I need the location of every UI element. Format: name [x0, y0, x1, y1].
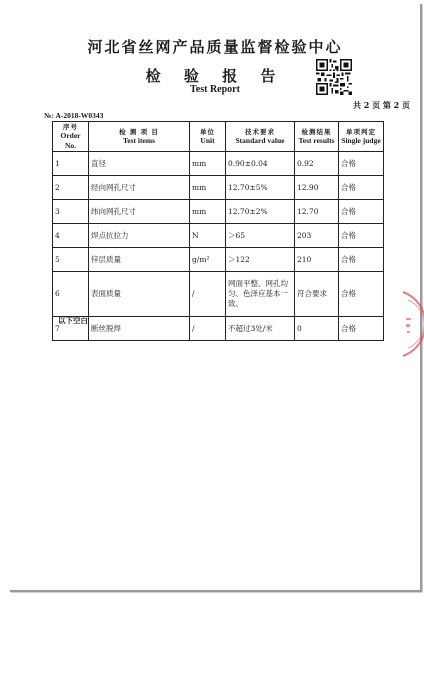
column-header: 单位 Unit [190, 122, 226, 152]
report-title-en: Test Report [190, 84, 240, 95]
judge-cell: 合格 [339, 271, 384, 316]
standard-value-cell: 0.90±0.04 [226, 151, 295, 175]
order-no-cell: 4 [53, 223, 89, 247]
judge-cell: 合格 [339, 316, 384, 340]
page-info: 共 2 页 第 2 页 [352, 100, 410, 110]
unit-cell: mm [190, 199, 226, 223]
test-result-cell: 203 [295, 223, 339, 247]
judge-cell: 合格 [339, 223, 384, 247]
standard-value-cell: 不超过3处/米 [226, 316, 295, 340]
column-header: 检 测 项 目 Test items [89, 122, 190, 152]
standard-value-cell: 12.70±2% [226, 199, 295, 223]
column-header: 检测结果 Test results [295, 122, 339, 152]
order-no-cell: 3 [53, 199, 89, 223]
end-of-content-note: 以下空白 [58, 316, 88, 325]
test-item-cell: 断丝脱焊 [89, 316, 190, 340]
unit-cell: N [190, 223, 226, 247]
test-result-cell: 12.70 [295, 199, 339, 223]
test-result-cell: 符合要求 [295, 271, 339, 316]
order-no-cell: 2 [53, 175, 89, 199]
table-row [53, 199, 384, 223]
judge-cell: 合格 [339, 247, 384, 271]
unit-cell: g/m² [190, 247, 226, 271]
table-header-row [53, 122, 384, 152]
test-item-cell: 经向网孔尺寸 [89, 175, 190, 199]
test-item-cell: 表面质量 [89, 271, 190, 316]
test-result-cell: 210 [295, 247, 339, 271]
standard-value-cell: 12.70±5% [226, 175, 295, 199]
order-no-cell: 6 [53, 271, 89, 316]
order-no-cell: 7 [53, 316, 89, 340]
test-results-table [52, 121, 384, 341]
unit-cell: mm [190, 151, 226, 175]
report-number: №: A-2018-W0343 [44, 111, 104, 120]
qr-code-icon [316, 59, 352, 95]
test-item-cell: 直径 [89, 151, 190, 175]
table-row [53, 247, 384, 271]
report-page [10, 4, 422, 592]
order-no-cell: 1 [53, 151, 89, 175]
report-title-cn: 检 验 报 告 [145, 67, 285, 85]
unit-cell: mm [190, 175, 226, 199]
test-result-cell: 12.90 [295, 175, 339, 199]
order-no-cell: 5 [53, 247, 89, 271]
table-row [53, 175, 384, 199]
test-item-cell: 纬向网孔尺寸 [89, 199, 190, 223]
judge-cell: 合格 [339, 175, 384, 199]
table-row [53, 151, 384, 175]
column-header: 序号 Order No. [53, 122, 89, 152]
table-row [53, 316, 384, 340]
org-title: 河北省丝网产品质量监督检验中心 [87, 38, 343, 56]
table-row [53, 271, 384, 316]
column-header: 技术要求 Standard value [226, 122, 295, 152]
standard-value-cell: 网面平整、网孔均匀、色泽应基本一致。 [226, 271, 295, 316]
judge-cell: 合格 [339, 199, 384, 223]
standard-value-cell: ＞65 [226, 223, 295, 247]
red-seal-stamp-icon [397, 288, 424, 360]
test-item-cell: 锌层质量 [89, 247, 190, 271]
table-row [53, 223, 384, 247]
unit-cell: / [190, 316, 226, 340]
standard-value-cell: ＞122 [226, 247, 295, 271]
test-result-cell: 0.92 [295, 151, 339, 175]
test-item-cell: 焊点抗拉力 [89, 223, 190, 247]
unit-cell: / [190, 271, 226, 316]
column-header: 单项判定 Single judge [339, 122, 384, 152]
test-result-cell: 0 [295, 316, 339, 340]
judge-cell: 合格 [339, 151, 384, 175]
